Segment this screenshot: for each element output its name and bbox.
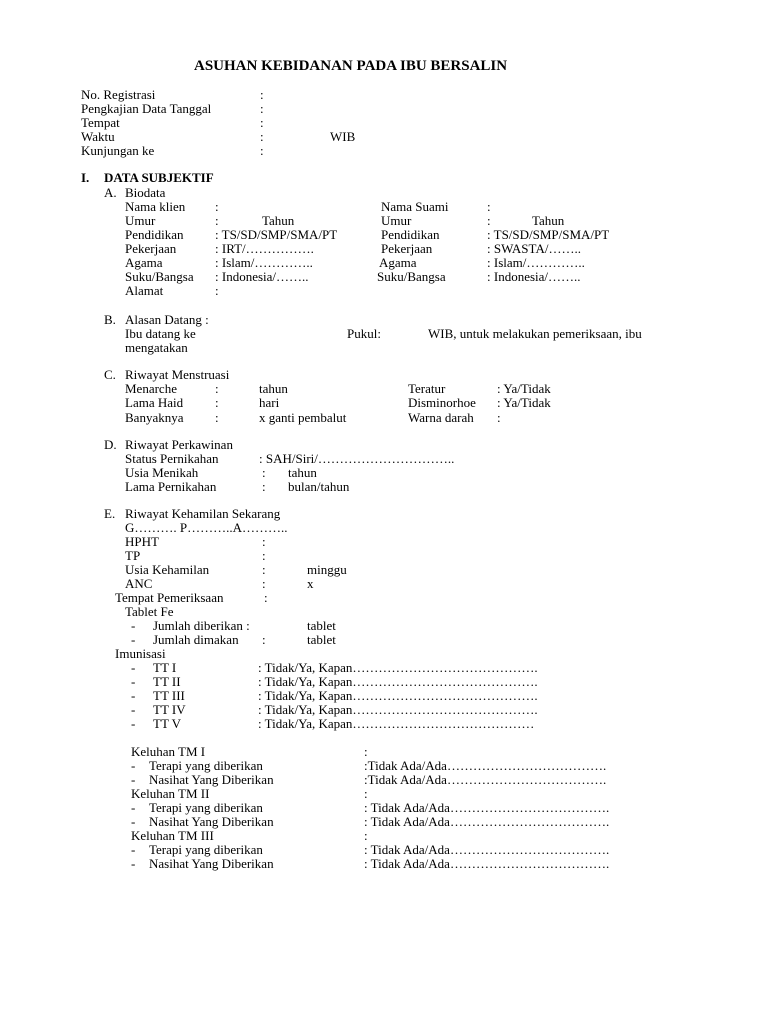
tt1-dash: - (131, 660, 136, 675)
banyaknya-unit: x ganti pembalut (259, 410, 347, 425)
waktu-wib: WIB (330, 129, 356, 144)
registrasi-colon: : (260, 87, 264, 102)
umur-label: Umur (125, 213, 156, 228)
tm1-nasihat-label: Nasihat Yang Diberikan (149, 772, 274, 787)
hpht-colon: : (262, 534, 266, 549)
suku-suami-value: : Indonesia/…….. (487, 269, 581, 284)
pengkajian-colon: : (260, 101, 264, 116)
tempat-pemeriksaan-colon: : (264, 590, 268, 605)
jumlah-dimakan-colon: : (262, 632, 266, 647)
section-number: I. (81, 170, 90, 185)
umur-suami-label: Umur (381, 213, 412, 228)
keluhan-tm2-label: Keluhan TM II (131, 786, 210, 801)
agama-suami-label: Agama (379, 255, 417, 270)
section-title: DATA SUBJEKTIF (104, 170, 214, 185)
pengkajian-label: Pengkajian Data Tanggal (81, 101, 212, 116)
usia-kehamilan-unit: minggu (307, 562, 347, 577)
pekerjaan-label: Pekerjaan (125, 241, 177, 256)
usia-menikah-label: Usia Menikah (125, 465, 199, 480)
pekerjaan-suami-label: Pekerjaan (381, 241, 433, 256)
tempat-colon: : (260, 115, 264, 130)
lama-pernikahan-colon: : (262, 479, 266, 494)
umur-tahun: Tahun (262, 213, 295, 228)
agama-suami-value: : Islam/………….. (487, 255, 585, 270)
alamat-label: Alamat (125, 283, 164, 298)
tt3-value: : Tidak/Ya, Kapan……………………………………. (258, 688, 538, 703)
umur-colon: : (215, 213, 219, 228)
kunjungan-colon: : (260, 143, 264, 158)
subsection-e-label: E. (104, 506, 116, 521)
tm3-terapi-label: Terapi yang diberikan (149, 842, 263, 857)
waktu-colon: : (260, 129, 264, 144)
lama-pernikahan-label: Lama Pernikahan (125, 479, 217, 494)
anc-colon: : (262, 576, 266, 591)
pendidikan-suami-label: Pendidikan (381, 227, 440, 242)
usia-menikah-colon: : (262, 465, 266, 480)
keluhan-tm1-colon: : (364, 744, 368, 759)
usia-kehamilan-label: Usia Kehamilan (125, 562, 210, 577)
tm1-terapi-value: :Tidak Ada/Ada………………………………. (364, 758, 607, 773)
tp-label: TP (125, 548, 141, 563)
tm3-terapi-value: : Tidak Ada/Ada………………………………. (364, 842, 610, 857)
subsection-a-title: Biodata (125, 185, 166, 200)
waktu-label: Waktu (81, 129, 115, 144)
warna-darah-colon: : (497, 410, 501, 425)
anc-label: ANC (125, 576, 153, 591)
nama-suami-label: Nama Suami (381, 199, 449, 214)
tm2-nasihat-dash: - (131, 814, 136, 829)
subsection-a-label: A. (104, 185, 117, 200)
tt4-dash: - (131, 702, 136, 717)
tm1-nasihat-dash: - (131, 772, 136, 787)
menarche-label: Menarche (125, 381, 177, 396)
jumlah-diberikan-unit: tablet (307, 618, 336, 633)
imunisasi-label: Imunisasi (115, 646, 166, 661)
tm2-terapi-label: Terapi yang diberikan (149, 800, 263, 815)
subsection-d-title: Riwayat Perkawinan (125, 437, 233, 452)
tm2-nasihat-label: Nasihat Yang Diberikan (149, 814, 274, 829)
tt3-dash: - (131, 688, 136, 703)
subsection-b-title: Alasan Datang : (125, 312, 209, 327)
lama-haid-unit: hari (259, 395, 280, 410)
tt4-value: : Tidak/Ya, Kapan……………………………………. (258, 702, 538, 717)
tt5-label: TT V (153, 716, 182, 731)
status-pernikahan-label: Status Pernikahan (125, 451, 219, 466)
tt1-value: : Tidak/Ya, Kapan……………………………………. (258, 660, 538, 675)
keluhan-tm3-colon: : (364, 828, 368, 843)
tt2-dash: - (131, 674, 136, 689)
menarche-colon: : (215, 381, 219, 396)
jumlah-dimakan-label: Jumlah dimakan (153, 632, 239, 647)
banyaknya-colon: : (215, 410, 219, 425)
alasan-line1: Ibu datang ke (125, 326, 196, 341)
pekerjaan-suami-value: : SWASTA/…….. (487, 241, 581, 256)
tm3-nasihat-label: Nasihat Yang Diberikan (149, 856, 274, 871)
tempat-label: Tempat (81, 115, 120, 130)
tempat-pemeriksaan-label: Tempat Pemeriksaan (115, 590, 224, 605)
jumlah-diberikan-dash: - (131, 618, 136, 633)
tp-colon: : (262, 548, 266, 563)
alasan-pukul: Pukul: (347, 326, 381, 341)
tm2-terapi-value: : Tidak Ada/Ada………………………………. (364, 800, 610, 815)
tt4-label: TT IV (153, 702, 186, 717)
alasan-line2: mengatakan (125, 340, 188, 355)
suku-suami-label: Suku/Bangsa (377, 269, 446, 284)
suku-value: : Indonesia/…….. (215, 269, 309, 284)
warna-darah-label: Warna darah (408, 410, 474, 425)
subsection-b-label: B. (104, 312, 116, 327)
lama-haid-label: Lama Haid (125, 395, 184, 410)
subsection-e-title: Riwayat Kehamilan Sekarang (125, 506, 281, 521)
tt5-dash: - (131, 716, 136, 731)
umur-suami-colon: : (487, 213, 491, 228)
tt3-label: TT III (153, 688, 185, 703)
tm1-terapi-label: Terapi yang diberikan (149, 758, 263, 773)
lama-pernikahan-unit: bulan/tahun (288, 479, 350, 494)
hpht-label: HPHT (125, 534, 159, 549)
pendidikan-suami-value: : TS/SD/SMP/SMA/PT (487, 227, 610, 242)
tt5-value: : Tidak/Ya, Kapan…………………………………… (258, 716, 535, 731)
tm1-terapi-dash: - (131, 758, 136, 773)
teratur-label: Teratur (408, 381, 446, 396)
suku-label: Suku/Bangsa (125, 269, 194, 284)
pendidikan-value: : TS/SD/SMP/SMA/PT (215, 227, 338, 242)
page-title: ASUHAN KEBIDANAN PADA IBU BERSALIN (194, 58, 508, 74)
jumlah-dimakan-unit: tablet (307, 632, 336, 647)
tm3-terapi-dash: - (131, 842, 136, 857)
banyaknya-label: Banyaknya (125, 410, 184, 425)
umur-suami-tahun: Tahun (532, 213, 565, 228)
anc-unit: x (307, 576, 314, 591)
pekerjaan-value: : IRT/……………. (215, 241, 314, 256)
subsection-d-label: D. (104, 437, 117, 452)
disminorhoe-label: Disminorhoe (408, 395, 476, 410)
gpa-field: G………. P………..A……….. (125, 520, 288, 535)
status-pernikahan-value: : SAH/Siri/………………………….. (259, 451, 455, 466)
pendidikan-label: Pendidikan (125, 227, 184, 242)
tm2-terapi-dash: - (131, 800, 136, 815)
usia-menikah-unit: tahun (288, 465, 317, 480)
tt2-value: : Tidak/Ya, Kapan……………………………………. (258, 674, 538, 689)
keluhan-tm2-colon: : (364, 786, 368, 801)
jumlah-dimakan-dash: - (131, 632, 136, 647)
tm3-nasihat-dash: - (131, 856, 136, 871)
tablet-fe-label: Tablet Fe (125, 604, 174, 619)
tm2-nasihat-value: : Tidak Ada/Ada………………………………. (364, 814, 610, 829)
nama-klien-label: Nama klien (125, 199, 186, 214)
keluhan-tm3-label: Keluhan TM III (131, 828, 214, 843)
agama-value: : Islam/………….. (215, 255, 313, 270)
tm1-nasihat-value: :Tidak Ada/Ada………………………………. (364, 772, 607, 787)
nama-suami-colon: : (487, 199, 491, 214)
disminorhoe-value: : Ya/Tidak (497, 395, 551, 410)
keluhan-tm1-label: Keluhan TM I (131, 744, 206, 759)
jumlah-diberikan-label: Jumlah diberikan : (153, 618, 250, 633)
teratur-value: : Ya/Tidak (497, 381, 551, 396)
alamat-colon: : (215, 283, 219, 298)
tm3-nasihat-value: : Tidak Ada/Ada………………………………. (364, 856, 610, 871)
subsection-c-title: Riwayat Menstruasi (125, 367, 230, 382)
usia-kehamilan-colon: : (262, 562, 266, 577)
tt2-label: TT II (153, 674, 181, 689)
kunjungan-label: Kunjungan ke (81, 143, 155, 158)
tt1-label: TT I (153, 660, 177, 675)
menarche-unit: tahun (259, 381, 288, 396)
agama-label: Agama (125, 255, 163, 270)
subsection-c-label: C. (104, 367, 116, 382)
registrasi-label: No. Registrasi (81, 87, 156, 102)
alasan-wib-text: WIB, untuk melakukan pemeriksaan, ibu (428, 326, 642, 341)
nama-klien-colon: : (215, 199, 219, 214)
lama-haid-colon: : (215, 395, 219, 410)
